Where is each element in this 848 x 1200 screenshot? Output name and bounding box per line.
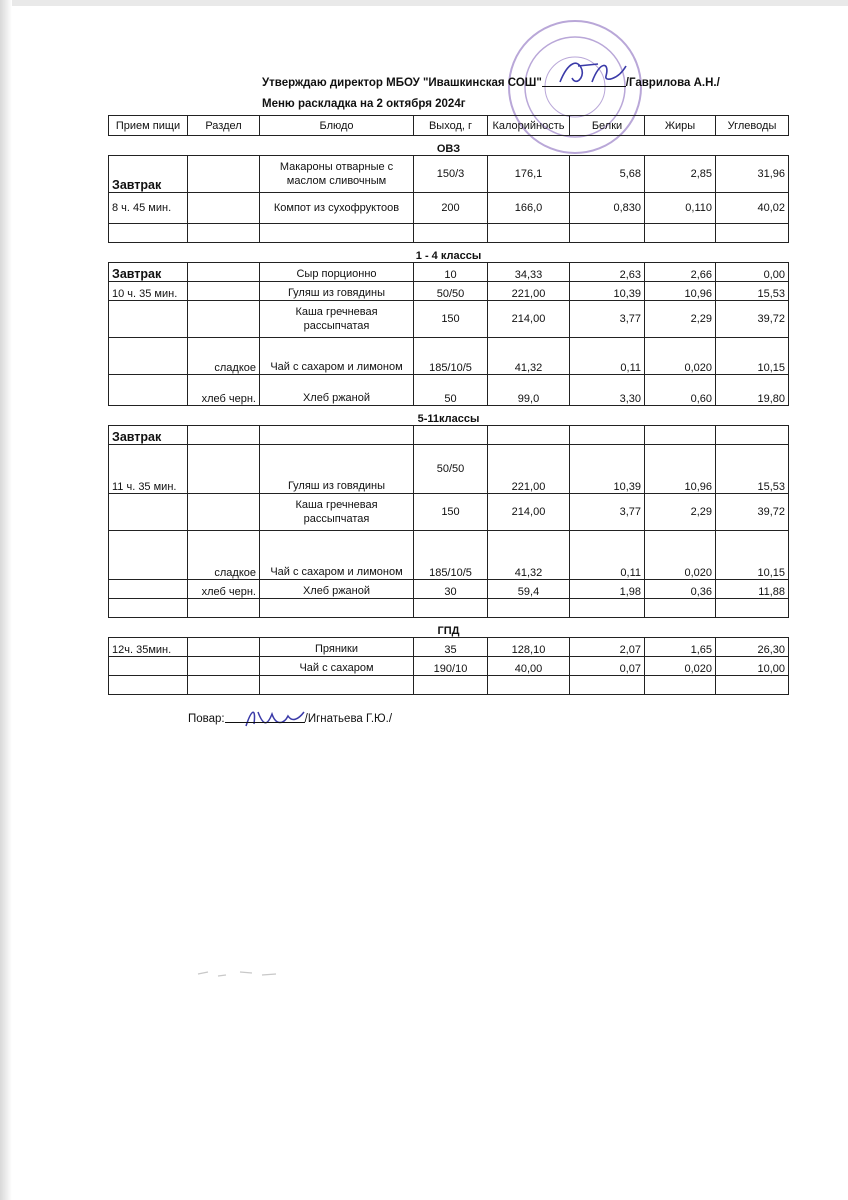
dish-cell: [260, 426, 414, 445]
carbs-cell: 31,96: [716, 156, 789, 193]
carbs-cell: 15,53: [716, 282, 789, 301]
scan-edge-top: [0, 0, 848, 6]
output-cell: 35: [414, 638, 488, 657]
output-cell: 150: [414, 494, 488, 531]
fat-cell: 0,60: [645, 375, 716, 406]
kcal-cell: 221,00: [488, 445, 570, 494]
protein-cell: 10,39: [570, 282, 645, 301]
kcal-cell: 59,4: [488, 580, 570, 599]
kcal-cell: 128,10: [488, 638, 570, 657]
table-row: [109, 638, 789, 657]
meal-cell: Завтрак: [109, 156, 188, 193]
protein-cell: 0,830: [570, 193, 645, 224]
fat-cell: 1,65: [645, 638, 716, 657]
table-row: [109, 282, 789, 301]
dish-cell: Чай с сахаром и лимоном: [260, 531, 414, 580]
carbs-cell: 10,00: [716, 657, 789, 676]
cook-line: [188, 713, 392, 725]
cook-label: Повар:: [188, 713, 225, 725]
empty-row: [109, 224, 789, 243]
table-row: [109, 301, 789, 338]
col-header-carbs: Углеводы: [716, 116, 789, 136]
fat-cell: 0,36: [645, 580, 716, 599]
output-cell: 150/3: [414, 156, 488, 193]
output-cell: 30: [414, 580, 488, 599]
table-row: [109, 494, 789, 531]
cook-name: /Игнатьева Г.Ю./: [304, 713, 393, 725]
fat-cell: 2,85: [645, 156, 716, 193]
razdel-cell: [188, 445, 260, 494]
protein-cell: 0,11: [570, 338, 645, 375]
kcal-cell: 34,33: [488, 263, 570, 282]
col-header-fat: Жиры: [645, 116, 716, 136]
carbs-cell: [716, 426, 789, 445]
protein-cell: 2,07: [570, 638, 645, 657]
kcal-cell: 41,32: [488, 531, 570, 580]
protein-cell: 3,30: [570, 375, 645, 406]
protein-cell: 3,77: [570, 301, 645, 338]
kcal-cell: 40,00: [488, 657, 570, 676]
protein-cell: 0,11: [570, 531, 645, 580]
dish-cell: Гуляш из говядины: [260, 282, 414, 301]
meal-cell: [109, 301, 188, 338]
section-title-row: [109, 618, 789, 638]
approval-text: Утверждаю директор МБОУ "Ивашкинская СОШ": [262, 77, 542, 89]
header-row: [109, 116, 789, 136]
meal-cell: [109, 375, 188, 406]
razdel-cell: [188, 494, 260, 531]
dish-cell: Пряники: [260, 638, 414, 657]
meal-cell: Завтрак: [109, 426, 188, 445]
output-cell: 185/10/5: [414, 531, 488, 580]
fat-cell: 10,96: [645, 445, 716, 494]
fat-cell: 0,110: [645, 193, 716, 224]
col-header-dish: Блюдо: [260, 116, 414, 136]
table-row: [109, 445, 789, 494]
kcal-cell: 99,0: [488, 375, 570, 406]
signature-blank: [542, 86, 626, 87]
col-header-razdel: Раздел: [188, 116, 260, 136]
kcal-cell: 214,00: [488, 494, 570, 531]
carbs-cell: 10,15: [716, 338, 789, 375]
menu-table: [108, 115, 789, 695]
table-row: [109, 338, 789, 375]
carbs-cell: 39,72: [716, 494, 789, 531]
output-cell: 185/10/5: [414, 338, 488, 375]
dish-cell: Хлеб ржаной: [260, 580, 414, 599]
kcal-cell: 221,00: [488, 282, 570, 301]
fat-cell: 2,66: [645, 263, 716, 282]
section-title-row: [109, 136, 789, 156]
protein-cell: 0,07: [570, 657, 645, 676]
razdel-cell: [188, 156, 260, 193]
dish-cell: Каша гречневая рассыпчатая: [260, 301, 414, 338]
razdel-cell: [188, 657, 260, 676]
razdel-cell: [188, 193, 260, 224]
output-cell: 50/50: [414, 282, 488, 301]
razdel-cell: сладкое: [188, 338, 260, 375]
razdel-cell: хлеб черн.: [188, 375, 260, 406]
table-row: [109, 426, 789, 445]
menu-title: Меню раскладка на 2 октября 2024г: [262, 98, 466, 110]
razdel-cell: хлеб черн.: [188, 580, 260, 599]
section-title-ovz: ОВЗ: [109, 136, 789, 156]
carbs-cell: 10,15: [716, 531, 789, 580]
output-cell: 50/50: [414, 445, 488, 494]
dish-cell: Компот из сухофруктоов: [260, 193, 414, 224]
table-row: [109, 263, 789, 282]
protein-cell: 1,98: [570, 580, 645, 599]
razdel-cell: [188, 426, 260, 445]
carbs-cell: 0,00: [716, 263, 789, 282]
col-header-output: Выход, г: [414, 116, 488, 136]
carbs-cell: 26,30: [716, 638, 789, 657]
fat-cell: 2,29: [645, 494, 716, 531]
output-cell: 150: [414, 301, 488, 338]
scan-edge-left: [0, 0, 12, 1200]
scan-smudge: [196, 966, 296, 982]
meal-cell: Завтрак: [109, 263, 188, 282]
dish-cell: Гуляш из говядины: [260, 445, 414, 494]
dish-cell: Сыр порционно: [260, 263, 414, 282]
protein-cell: 2,63: [570, 263, 645, 282]
dish-cell: Каша гречневая рассыпчатая: [260, 494, 414, 531]
table-row: [109, 156, 789, 193]
approval-line: [262, 77, 720, 89]
meal-cell: 11 ч. 35 мин.: [109, 445, 188, 494]
meal-cell: 10 ч. 35 мин.: [109, 282, 188, 301]
kcal-cell: 176,1: [488, 156, 570, 193]
output-cell: 200: [414, 193, 488, 224]
fat-cell: 10,96: [645, 282, 716, 301]
fat-cell: 0,020: [645, 338, 716, 375]
meal-cell: [109, 580, 188, 599]
razdel-cell: [188, 263, 260, 282]
razdel-cell: [188, 282, 260, 301]
fat-cell: 0,020: [645, 657, 716, 676]
empty-row: [109, 599, 789, 618]
section-title-gpd: ГПД: [109, 618, 789, 638]
carbs-cell: 40,02: [716, 193, 789, 224]
razdel-cell: [188, 301, 260, 338]
protein-cell: 3,77: [570, 494, 645, 531]
meal-cell: [109, 494, 188, 531]
table-row: [109, 531, 789, 580]
kcal-cell: 166,0: [488, 193, 570, 224]
meal-cell: [109, 657, 188, 676]
carbs-cell: 11,88: [716, 580, 789, 599]
dish-cell: Чай с сахаром и лимоном: [260, 338, 414, 375]
meal-cell: 8 ч. 45 мин.: [109, 193, 188, 224]
meal-cell: [109, 338, 188, 375]
table-row: [109, 375, 789, 406]
kcal-cell: 214,00: [488, 301, 570, 338]
table-row: [109, 657, 789, 676]
carbs-cell: 15,53: [716, 445, 789, 494]
section-title-grades-5-11: 5-11классы: [109, 406, 789, 426]
output-cell: 10: [414, 263, 488, 282]
fat-cell: 2,29: [645, 301, 716, 338]
fat-cell: 0,020: [645, 531, 716, 580]
output-cell: 50: [414, 375, 488, 406]
protein-cell: 5,68: [570, 156, 645, 193]
col-header-meal: Прием пищи: [109, 116, 188, 136]
section-title-row: [109, 243, 789, 263]
dish-cell: Чай с сахаром: [260, 657, 414, 676]
carbs-cell: 19,80: [716, 375, 789, 406]
dish-cell: Хлеб ржаной: [260, 375, 414, 406]
col-header-kcal: Калорийность: [488, 116, 570, 136]
razdel-cell: сладкое: [188, 531, 260, 580]
director-name: /Гаврилова А.Н./: [625, 77, 720, 89]
protein-cell: [570, 426, 645, 445]
kcal-cell: [488, 426, 570, 445]
table-row: [109, 193, 789, 224]
meal-cell: 12ч. 35мин.: [109, 638, 188, 657]
signature-blank: [225, 722, 305, 723]
carbs-cell: 39,72: [716, 301, 789, 338]
section-title-grades-1-4: 1 - 4 классы: [109, 243, 789, 263]
razdel-cell: [188, 638, 260, 657]
output-cell: 190/10: [414, 657, 488, 676]
table-row: [109, 580, 789, 599]
meal-cell: [109, 531, 188, 580]
output-cell: [414, 426, 488, 445]
kcal-cell: 41,32: [488, 338, 570, 375]
dish-cell: Макароны отварные с маслом сливочным: [260, 156, 414, 193]
empty-row: [109, 676, 789, 695]
section-title-row: [109, 406, 789, 426]
fat-cell: [645, 426, 716, 445]
protein-cell: 10,39: [570, 445, 645, 494]
col-header-protein: Белки: [570, 116, 645, 136]
